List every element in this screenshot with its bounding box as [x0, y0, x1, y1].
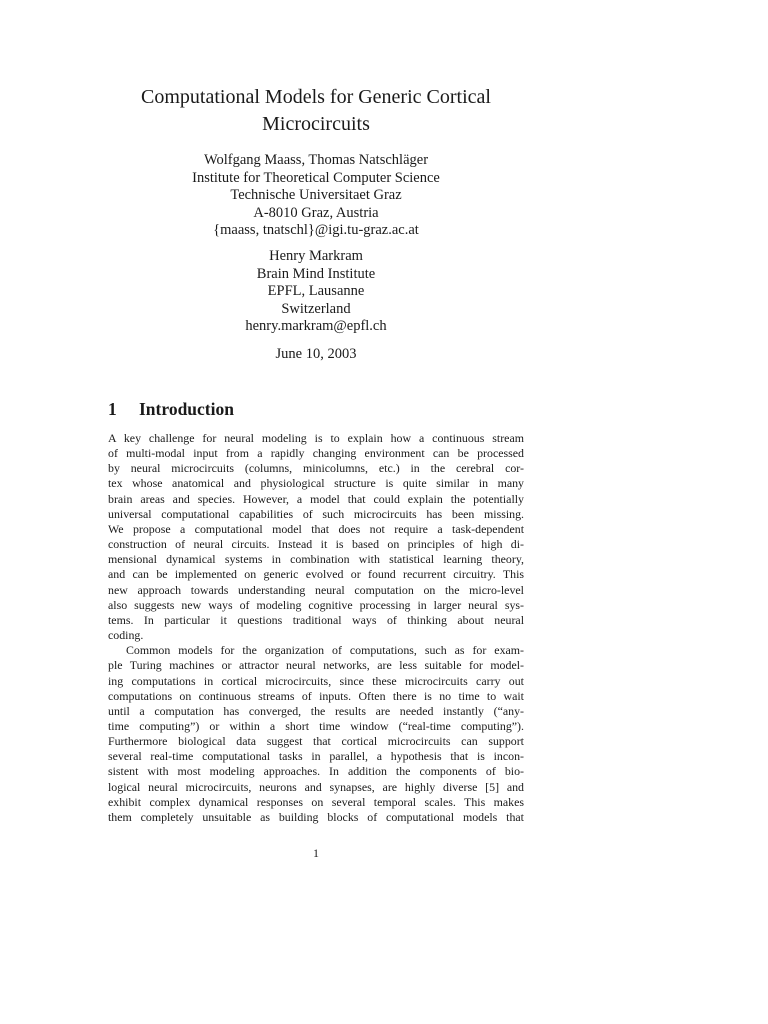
paper-title-line-1: Computational Models for Generic Cortical	[141, 86, 491, 108]
text-line: until a computation has converged, the results are needed instantly (“any-	[108, 703, 524, 718]
section-number: 1	[108, 399, 117, 419]
paper-title	[108, 84, 524, 138]
paragraph-1	[108, 431, 524, 643]
text-line: several real-time computational tasks in parallel, a hypothesis that is incon-	[108, 749, 524, 764]
text-line: logical neural microcircuits, neurons and synapses, are highly diverse [5] and	[108, 779, 524, 794]
text-line: Furthermore biological data suggest that cortical microcircuits can support	[108, 734, 524, 749]
author-address: A-8010 Graz, Austria	[253, 204, 379, 221]
author-email: henry.markram@epfl.ch	[245, 318, 387, 335]
text-line: Common models for the organization of computations, such as for exam-	[126, 643, 524, 658]
text-line: sistent with most modeling approaches. In addition the components of bio-	[108, 764, 524, 779]
author-block-2	[108, 248, 524, 336]
page-number: 1	[313, 846, 319, 860]
author-email: {maass, tnatschl}@igi.tu-graz.ac.at	[213, 222, 419, 239]
author-names: Wolfgang Maass, Thomas Natschläger	[203, 152, 429, 168]
author-name: Henry Markram	[269, 248, 363, 264]
text-line: by neural microcircuits (columns, minicolumns, etc.) in the cerebral cor-	[108, 461, 524, 476]
author-block-1	[108, 152, 524, 240]
text-line: computations on continuous streams of inputs. Often there is no time to wait	[108, 688, 524, 703]
text-line: construction of neural circuits. Instead it is based on principles of high di-	[108, 537, 524, 552]
section-title: Introduction	[139, 399, 234, 419]
author-university: Technische Universitaet Graz	[230, 187, 402, 204]
text-line: also suggests new ways of modeling cognitive processing in larger neural sys-	[108, 597, 524, 612]
text-line: new approach towards understanding neural computation on the micro-level	[108, 582, 524, 597]
author-country: Switzerland	[281, 300, 351, 317]
text-line: coding.	[108, 628, 144, 643]
text-line: universal computational capabilities of such microcircuits has been missing.	[108, 506, 524, 521]
text-line: A key challenge for neural modeling is to explain how a continuous stream	[108, 431, 524, 445]
text-line: mensional dynamical systems in combination with statistical learning theory,	[108, 552, 524, 567]
text-line: tex whose anatomical and physiological structure is quite similar in many	[108, 476, 524, 491]
author-city: EPFL, Lausanne	[267, 283, 365, 300]
text-line: ing computations in cortical microcircuits, since these microcircuits carry out	[108, 673, 524, 688]
text-line: brain areas and species. However, a model that could explain the potentially	[108, 491, 524, 506]
text-line: them completely unsuitable as building blocks of computational models that	[108, 809, 524, 824]
author-affiliation: Institute for Theoretical Computer Science	[192, 169, 440, 186]
text-line: exhibit complex dynamical responses on several temporal scales. This makes	[108, 794, 524, 809]
text-line: of multi-modal input from a rapidly changing environment can be processed	[108, 446, 524, 461]
body-text	[108, 431, 524, 825]
text-line: time computing”) or within a short time window (“real-time computing”).	[108, 718, 524, 733]
paragraph-2	[108, 643, 524, 825]
author-affiliation: Brain Mind Institute	[256, 265, 376, 282]
paper-date: June 10, 2003	[275, 346, 357, 362]
text-line: We propose a computational model that does not require a task-dependent	[108, 521, 524, 536]
text-line: tems. In particular it questions traditional ways of thinking about neural	[108, 612, 524, 627]
text-line: and can be implemented on generic evolved or found recurrent circuitry. This	[108, 567, 524, 582]
section-heading	[108, 398, 234, 420]
paper-title-line-2: Microcircuits	[262, 113, 370, 135]
text-line: ple Turing machines or attractor neural networks, are less suitable for model-	[108, 658, 524, 673]
